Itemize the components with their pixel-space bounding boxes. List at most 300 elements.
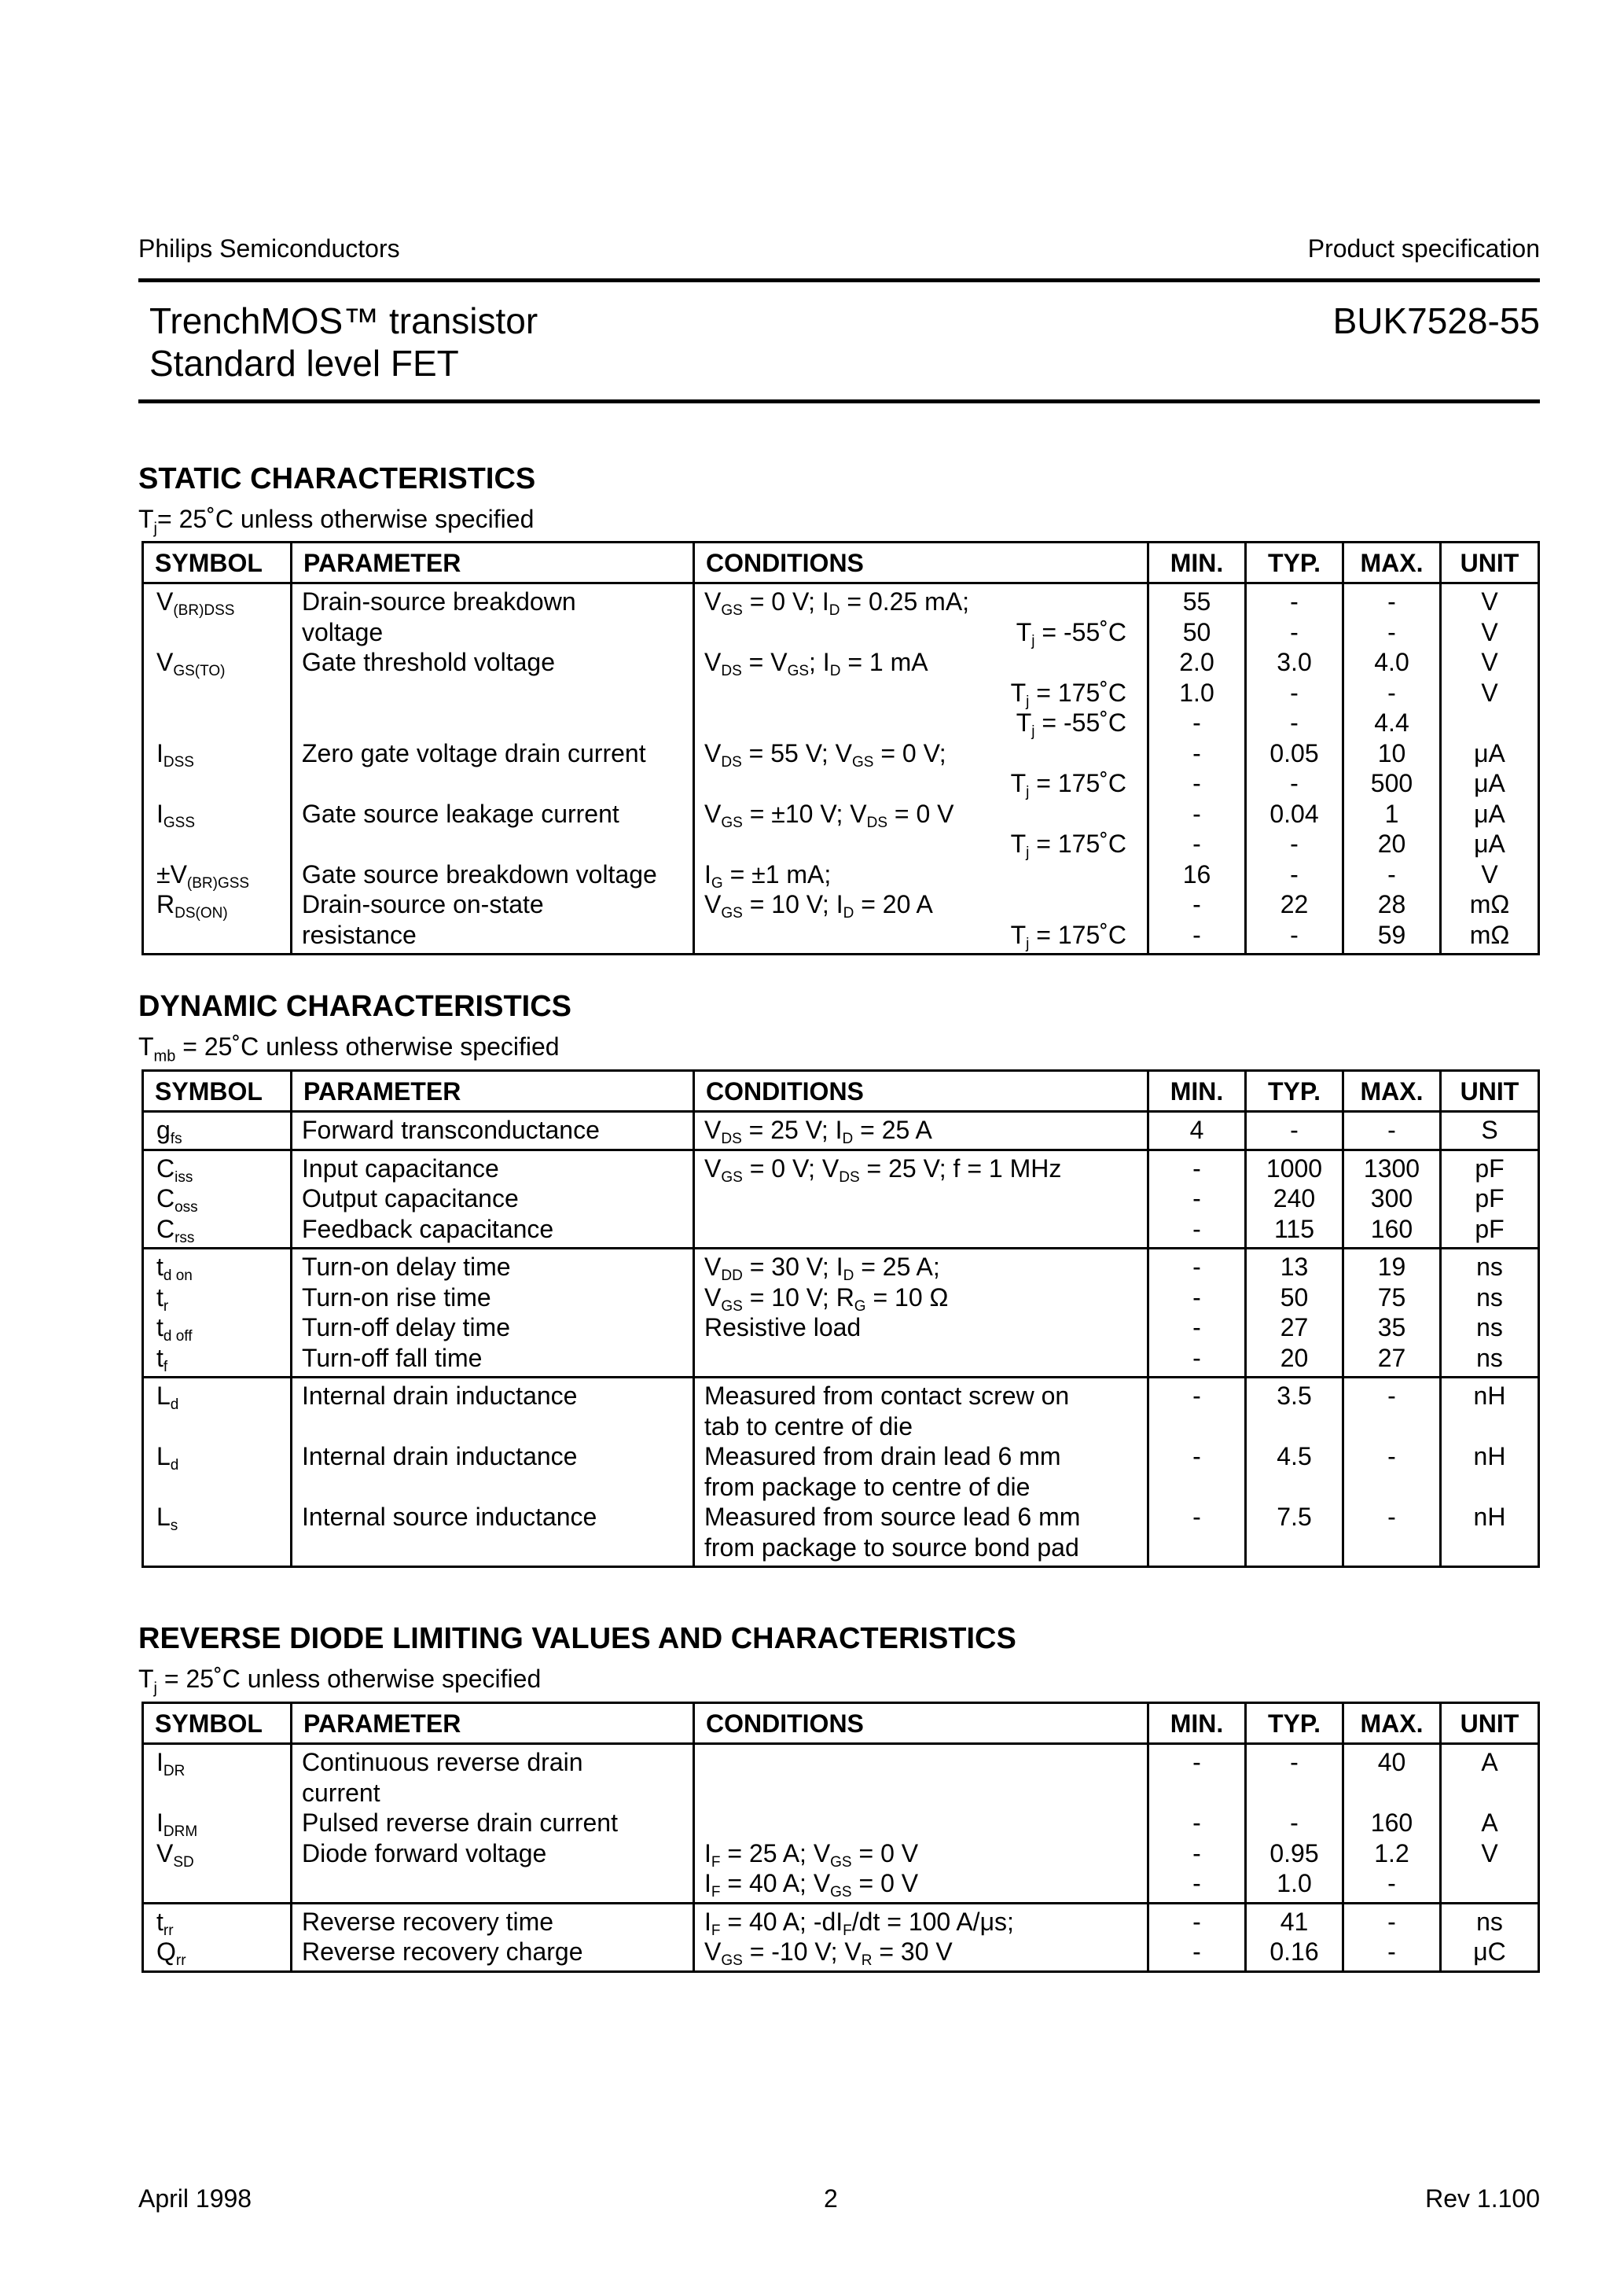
symbol-line — [156, 768, 290, 799]
section-title-dynamic: DYNAMIC CHARACTERISTICS — [138, 990, 571, 1023]
min-line — [1149, 1533, 1244, 1563]
column-header-conditions: CONDITIONS — [694, 543, 1148, 583]
unit-cell — [1441, 1744, 1539, 1904]
max-cell — [1343, 583, 1441, 955]
min-line: - — [1192, 1748, 1201, 1776]
min-line: - — [1192, 1503, 1201, 1531]
min-line: - — [1192, 1214, 1201, 1243]
max-line: 27 — [1377, 1343, 1406, 1372]
unit-line: μA — [1474, 799, 1505, 828]
column-header-symbol: SYMBOL — [143, 543, 292, 583]
symbol-line — [156, 829, 290, 859]
max-cell — [1343, 1112, 1441, 1150]
conditions-line: $T_j$ = 175˚C — [1010, 769, 1126, 800]
max-line: 35 — [1377, 1313, 1406, 1341]
section-subtitle-static: $T_j=$ 25˚C unless otherwise specified — [138, 505, 535, 538]
table-row — [143, 1378, 1539, 1567]
symbol-cell — [143, 1112, 292, 1150]
min-line: - — [1192, 1343, 1201, 1372]
unit-line: nH — [1473, 1442, 1506, 1470]
unit-line: μC — [1473, 1937, 1506, 1966]
typ-line — [1247, 1472, 1342, 1503]
symbol-line — [156, 708, 290, 738]
company-name: Philips Semiconductors — [138, 234, 400, 263]
typ-line: 240 — [1273, 1184, 1316, 1212]
header-rule-bottom — [138, 399, 1540, 403]
symbol-line: $t_{d off}$ — [156, 1313, 193, 1345]
conditions-line: Resistive load — [704, 1313, 862, 1341]
parameter-line: Internal source inductance — [302, 1503, 597, 1531]
conditions-line: $T_j$ = 175˚C — [1010, 830, 1126, 861]
conditions-line: $V_{GS} = -10$ V; $V_R = 30$ V — [704, 1937, 953, 1969]
typ-cell — [1246, 583, 1343, 955]
typ-cell — [1246, 1903, 1343, 1971]
max-line: 300 — [1370, 1184, 1413, 1212]
max-line: 40 — [1377, 1748, 1406, 1776]
parameter-line: Drain-source breakdown — [302, 587, 576, 616]
min-line: - — [1192, 1907, 1201, 1936]
part-number: BUK7528-55 — [1332, 300, 1540, 341]
parameter-line — [302, 1533, 693, 1563]
parameter-line: Turn-on delay time — [302, 1253, 511, 1281]
parameter-line: Diode forward voltage — [302, 1838, 547, 1867]
typ-line — [1247, 1778, 1342, 1808]
column-header-symbol: SYMBOL — [143, 1071, 292, 1112]
product-title-line1: TrenchMOS™ transistor — [149, 300, 538, 341]
typ-line: - — [1290, 1748, 1299, 1776]
conditions-line — [704, 1778, 1126, 1808]
max-line: - — [1387, 859, 1396, 889]
column-header-unit: UNIT — [1441, 1703, 1539, 1744]
conditions-line: from package to centre of die — [704, 1472, 1031, 1501]
max-line — [1344, 1472, 1439, 1503]
symbol-cell — [143, 1249, 292, 1378]
min-cell — [1148, 1150, 1246, 1249]
max-line — [1344, 1533, 1439, 1563]
conditions-line: $T_j$ = -55˚C — [1016, 617, 1126, 649]
typ-line — [1247, 1411, 1342, 1442]
max-line: 75 — [1377, 1282, 1406, 1312]
unit-line — [1442, 1533, 1538, 1563]
symbol-line: $I_{GSS}$ — [156, 799, 196, 831]
min-line: - — [1192, 1313, 1201, 1341]
symbol-line: $t_f$ — [156, 1343, 168, 1375]
conditions-line: $V_{DD} = 30$ V; $I_D = 25$ A; — [704, 1253, 940, 1284]
typ-line: 4.5 — [1277, 1442, 1312, 1470]
conditions-line: $V_{DS} = 55$ V; $V_{GS} = 0$ V; — [704, 738, 946, 771]
conditions-cell — [694, 1249, 1148, 1378]
header-rule-top — [138, 278, 1540, 282]
min-line: - — [1192, 708, 1201, 737]
parameter-line — [302, 768, 693, 799]
max-line: 500 — [1370, 769, 1413, 797]
dynamic-characteristics-table — [141, 1069, 1540, 1568]
reverse-diode-table — [141, 1702, 1540, 1973]
min-line: - — [1192, 1937, 1201, 1966]
table-row — [143, 1249, 1539, 1378]
footer-revision: Rev 1.100 — [1425, 2184, 1540, 2213]
min-cell — [1148, 583, 1246, 955]
min-cell — [1148, 1744, 1246, 1904]
unit-line: ns — [1476, 1282, 1503, 1312]
min-line: - — [1192, 1154, 1201, 1183]
unit-line: V — [1481, 587, 1498, 616]
unit-line — [1442, 1411, 1538, 1442]
parameter-line: Turn-on rise time — [302, 1282, 491, 1312]
unit-line: A — [1481, 1808, 1498, 1837]
min-line: - — [1192, 1869, 1201, 1897]
max-line: 160 — [1370, 1808, 1413, 1837]
unit-line: V — [1481, 678, 1498, 707]
conditions-cell — [694, 1112, 1148, 1150]
unit-line: ns — [1476, 1313, 1503, 1341]
conditions-line: $V_{DS} = V_{GS}$; $I_D = 1$ mA — [704, 648, 928, 679]
column-header-max: MAX. — [1343, 1703, 1441, 1744]
unit-line: pF — [1475, 1184, 1505, 1212]
max-line: - — [1387, 1907, 1396, 1936]
min-cell — [1148, 1903, 1246, 1971]
max-line — [1344, 1411, 1439, 1442]
unit-line: pF — [1475, 1214, 1505, 1243]
max-line: 1 — [1384, 799, 1399, 828]
parameter-line: Drain-source on-state — [302, 890, 544, 918]
parameter-line: Gate source breakdown voltage — [302, 859, 657, 889]
parameter-line: voltage — [302, 617, 384, 646]
max-line: 59 — [1377, 920, 1406, 949]
min-cell — [1148, 1378, 1246, 1567]
table-header-row — [143, 1703, 1539, 1744]
typ-line: 0.05 — [1269, 738, 1319, 767]
min-line: 2.0 — [1179, 648, 1214, 676]
conditions-cell — [694, 583, 1148, 955]
footer-page-number: 2 — [824, 2184, 838, 2213]
symbol-cell — [143, 1378, 292, 1567]
parameter-cell — [292, 1249, 694, 1378]
conditions-line: $I_F = 40$ A; $V_{GS} = 0$ V — [704, 1869, 919, 1900]
column-header-conditions: CONDITIONS — [694, 1071, 1148, 1112]
typ-line: 0.95 — [1269, 1838, 1319, 1867]
column-header-max: MAX. — [1343, 543, 1441, 583]
min-line: - — [1192, 830, 1201, 858]
symbol-line — [156, 1868, 290, 1899]
unit-cell — [1441, 583, 1539, 955]
typ-cell — [1246, 1744, 1343, 1904]
min-line: - — [1192, 1808, 1201, 1837]
product-title-line2: Standard level FET — [149, 343, 459, 384]
typ-cell — [1246, 1249, 1343, 1378]
parameter-line: Turn-off delay time — [302, 1313, 510, 1341]
parameter-line: Internal drain inductance — [302, 1382, 578, 1410]
typ-line: 1000 — [1266, 1154, 1323, 1183]
parameter-line: Feedback capacitance — [302, 1214, 554, 1243]
column-header-unit: UNIT — [1441, 1071, 1539, 1112]
unit-cell — [1441, 1903, 1539, 1971]
typ-line — [1247, 1533, 1342, 1563]
typ-cell — [1246, 1150, 1343, 1249]
symbol-line: $t_{d on}$ — [156, 1253, 193, 1284]
typ-line: 27 — [1280, 1313, 1309, 1341]
table-header-row — [143, 1071, 1539, 1112]
unit-line: ns — [1476, 1907, 1503, 1936]
table-row — [143, 1112, 1539, 1150]
column-header-typ: TYP. — [1246, 1071, 1343, 1112]
max-line: 4.4 — [1374, 708, 1409, 737]
unit-line: V — [1481, 1838, 1498, 1867]
max-line: - — [1387, 617, 1396, 646]
conditions-line: tab to centre of die — [704, 1411, 913, 1441]
min-line: - — [1192, 1253, 1201, 1281]
parameter-cell — [292, 1378, 694, 1567]
typ-line: - — [1290, 587, 1299, 616]
typ-line: 41 — [1280, 1907, 1309, 1936]
parameter-line: Internal drain inductance — [302, 1442, 578, 1470]
symbol-line — [156, 1778, 290, 1808]
unit-line: pF — [1475, 1154, 1505, 1183]
parameter-cell — [292, 1903, 694, 1971]
unit-line: S — [1481, 1116, 1498, 1144]
parameter-line: Reverse recovery time — [302, 1907, 554, 1936]
unit-line — [1442, 708, 1538, 738]
typ-line: 3.0 — [1277, 648, 1312, 676]
min-cell — [1148, 1249, 1246, 1378]
symbol-line: $V_{SD}$ — [156, 1838, 194, 1871]
conditions-line: $V_{GS} = 10$ V; $I_D = 20$ A — [704, 890, 933, 922]
min-line: 1.0 — [1179, 678, 1214, 707]
typ-line: 20 — [1280, 1343, 1309, 1372]
symbol-line: $\pm V_{(BR)GSS}$ — [156, 859, 250, 892]
parameter-cell — [292, 1112, 694, 1150]
typ-line: 50 — [1280, 1282, 1309, 1312]
column-header-parameter: PARAMETER — [292, 1703, 694, 1744]
conditions-line: $T_j$ = -55˚C — [1016, 708, 1126, 740]
symbol-line — [156, 678, 290, 708]
max-line: 4.0 — [1374, 648, 1409, 676]
conditions-line: Measured from source lead 6 mm — [704, 1503, 1081, 1531]
typ-line: 0.04 — [1269, 799, 1319, 828]
symbol-line: $V_{(BR)DSS}$ — [156, 587, 235, 619]
typ-line: 115 — [1273, 1214, 1314, 1243]
symbol-line — [156, 1472, 290, 1503]
max-cell — [1343, 1744, 1441, 1904]
table-row — [143, 583, 1539, 955]
symbol-cell — [143, 1744, 292, 1904]
max-line: 19 — [1377, 1253, 1406, 1281]
section-subtitle-dynamic: $T_{mb}$ = 25˚C unless otherwise specified — [138, 1032, 560, 1065]
min-line: 16 — [1182, 859, 1211, 889]
conditions-line: $V_{GS} = 10$ V; $R_G = 10$ Ω — [704, 1282, 949, 1315]
parameter-line: Gate threshold voltage — [302, 648, 555, 676]
max-line: 160 — [1370, 1214, 1413, 1243]
unit-line: A — [1481, 1748, 1498, 1776]
symbol-line: $t_{rr}$ — [156, 1907, 174, 1939]
max-line: - — [1387, 587, 1396, 616]
parameter-line: Input capacitance — [302, 1154, 499, 1183]
unit-line: ns — [1476, 1343, 1503, 1372]
symbol-line: $I_{DRM}$ — [156, 1808, 198, 1840]
typ-cell — [1246, 1112, 1343, 1150]
conditions-line — [704, 1747, 1126, 1778]
min-line: - — [1192, 738, 1201, 767]
conditions-line: Measured from drain lead 6 mm — [704, 1442, 1061, 1470]
symbol-line: $L_d$ — [156, 1442, 179, 1474]
column-header-conditions: CONDITIONS — [694, 1703, 1148, 1744]
parameter-cell — [292, 1744, 694, 1904]
max-line: - — [1387, 1869, 1396, 1897]
min-line: 4 — [1189, 1116, 1204, 1144]
min-line: - — [1192, 920, 1201, 949]
max-cell — [1343, 1903, 1441, 1971]
parameter-cell — [292, 583, 694, 955]
column-header-parameter: PARAMETER — [292, 1071, 694, 1112]
min-line: - — [1192, 1184, 1201, 1212]
parameter-line: Continuous reverse drain — [302, 1748, 583, 1776]
min-line: - — [1192, 890, 1201, 918]
max-line: 28 — [1377, 890, 1406, 918]
document-type: Product specification — [1307, 234, 1540, 263]
column-header-typ: TYP. — [1246, 543, 1343, 583]
conditions-line: $T_j$ = 175˚C — [1010, 678, 1126, 710]
section-title-static: STATIC CHARACTERISTICS — [138, 462, 536, 495]
parameter-line: Turn-off fall time — [302, 1343, 483, 1372]
max-line: - — [1387, 678, 1396, 707]
symbol-line: $C_{rss}$ — [156, 1214, 195, 1246]
unit-line: mΩ — [1469, 920, 1510, 949]
min-cell — [1148, 1112, 1246, 1150]
min-line: - — [1192, 1282, 1201, 1312]
min-line: 55 — [1182, 587, 1211, 616]
section-subtitle-reverse-diode: $T_j$ = 25˚C unless otherwise specified — [138, 1665, 542, 1698]
parameter-line: Zero gate voltage drain current — [302, 738, 646, 767]
unit-line — [1442, 1868, 1538, 1899]
parameter-line — [302, 1868, 693, 1899]
table-row — [143, 1150, 1539, 1249]
unit-line: μA — [1474, 769, 1505, 797]
symbol-line: $V_{GS(TO)}$ — [156, 648, 226, 679]
min-line: - — [1192, 769, 1201, 797]
typ-line: 3.5 — [1277, 1382, 1312, 1410]
unit-line: V — [1481, 859, 1498, 889]
parameter-line — [302, 1472, 693, 1503]
unit-cell — [1441, 1112, 1539, 1150]
conditions-cell — [694, 1903, 1148, 1971]
symbol-line: $Q_{rr}$ — [156, 1937, 186, 1969]
min-line — [1149, 1411, 1244, 1442]
max-line: - — [1387, 1442, 1396, 1470]
max-line: - — [1387, 1116, 1396, 1144]
max-cell — [1343, 1249, 1441, 1378]
min-line: - — [1192, 799, 1201, 828]
parameter-line — [302, 829, 693, 859]
symbol-line: $I_{DSS}$ — [156, 738, 194, 771]
min-line: - — [1192, 1838, 1201, 1867]
unit-cell — [1441, 1150, 1539, 1249]
max-line: - — [1387, 1937, 1396, 1966]
symbol-line: $I_{DR}$ — [156, 1748, 186, 1779]
min-line — [1149, 1778, 1244, 1808]
symbol-line: $C_{oss}$ — [156, 1184, 198, 1216]
typ-line: - — [1290, 920, 1299, 949]
max-line: 20 — [1377, 830, 1406, 858]
symbol-line: $L_s$ — [156, 1503, 178, 1534]
column-header-symbol: SYMBOL — [143, 1703, 292, 1744]
column-header-min: MIN. — [1148, 543, 1246, 583]
parameter-line — [302, 708, 693, 738]
footer-date: April 1998 — [138, 2184, 252, 2213]
symbol-cell — [143, 1903, 292, 1971]
conditions-line: $V_{DS} = 25$ V; $I_D = 25$ A — [704, 1116, 932, 1147]
typ-line: - — [1290, 617, 1299, 646]
max-line — [1344, 1778, 1439, 1808]
parameter-line — [302, 1411, 693, 1442]
section-title-reverse-diode: REVERSE DIODE LIMITING VALUES AND CHARACTERISTICS — [138, 1622, 1016, 1655]
typ-line: 1.0 — [1277, 1869, 1312, 1897]
conditions-cell — [694, 1378, 1148, 1567]
conditions-line: $V_{GS} = \pm 10$ V; $V_{DS} = 0$ V — [704, 799, 954, 831]
column-header-parameter: PARAMETER — [292, 543, 694, 583]
conditions-line: $I_G = \pm 1$ mA; — [704, 859, 832, 892]
unit-line: V — [1481, 617, 1498, 646]
symbol-line — [156, 1411, 290, 1442]
unit-line: nH — [1473, 1503, 1506, 1531]
unit-line: nH — [1473, 1382, 1506, 1410]
min-line — [1149, 1472, 1244, 1503]
parameter-line: Forward transconductance — [302, 1116, 600, 1144]
symbol-line — [156, 1533, 290, 1563]
typ-line: 13 — [1280, 1253, 1309, 1281]
symbol-line: $C_{iss}$ — [156, 1154, 193, 1186]
conditions-line: $I_F = 25$ A; $V_{GS} = 0$ V — [704, 1838, 919, 1871]
conditions-line: $V_{GS} = 0$ V; $V_{DS} = 25$ V; f = 1 MHz — [704, 1154, 1062, 1186]
typ-line: - — [1290, 678, 1299, 707]
conditions-line: $I_F = 40$ A; $-dI_F/dt = 100$ A/μs; — [704, 1907, 1014, 1939]
typ-line: - — [1290, 708, 1299, 737]
parameter-line: Gate source leakage current — [302, 799, 619, 828]
unit-cell — [1441, 1378, 1539, 1567]
unit-line: μA — [1474, 830, 1505, 858]
max-line: - — [1387, 1382, 1396, 1410]
table-row — [143, 1744, 1539, 1904]
symbol-line: $t_r$ — [156, 1282, 169, 1315]
parameter-cell — [292, 1150, 694, 1249]
conditions-line: Measured from contact screw on — [704, 1382, 1070, 1410]
unit-line: ns — [1476, 1253, 1503, 1281]
parameter-line: resistance — [302, 920, 417, 949]
conditions-line — [704, 1808, 1126, 1838]
unit-line: mΩ — [1469, 890, 1510, 918]
typ-line: - — [1290, 830, 1299, 858]
column-header-min: MIN. — [1148, 1703, 1246, 1744]
typ-line: - — [1290, 1116, 1299, 1144]
parameter-line: Reverse recovery charge — [302, 1937, 583, 1966]
unit-line — [1442, 1778, 1538, 1808]
typ-cell — [1246, 1378, 1343, 1567]
conditions-line: $T_j$ = 175˚C — [1010, 920, 1126, 952]
typ-line: - — [1290, 859, 1299, 889]
conditions-cell — [694, 1150, 1148, 1249]
symbol-line — [156, 920, 290, 951]
symbol-line: $R_{DS(ON)}$ — [156, 890, 228, 922]
symbol-line: $L_d$ — [156, 1382, 179, 1413]
conditions-line: from package to source bond pad — [704, 1533, 1079, 1562]
max-cell — [1343, 1378, 1441, 1567]
max-cell — [1343, 1150, 1441, 1249]
symbol-cell — [143, 1150, 292, 1249]
table-row — [143, 1903, 1539, 1971]
max-line: 1.2 — [1374, 1838, 1409, 1867]
symbol-cell — [143, 583, 292, 955]
column-header-min: MIN. — [1148, 1071, 1246, 1112]
static-characteristics-table — [141, 541, 1540, 955]
